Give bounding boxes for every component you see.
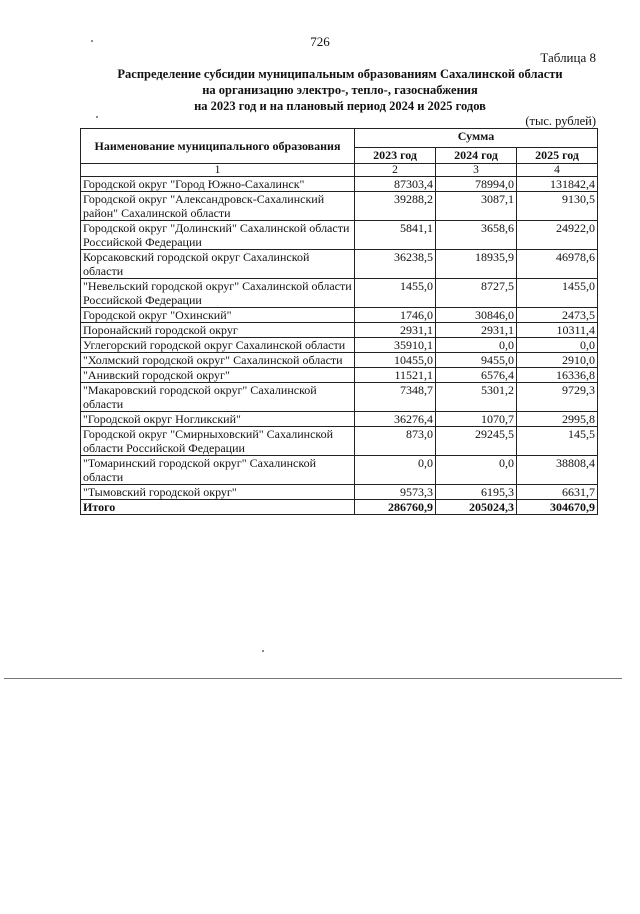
value-2024-cell: 29245,5 — [436, 427, 517, 456]
value-2024-cell: 1070,7 — [436, 412, 517, 427]
municipality-name-cell: "Макаровский городской округ" Сахалинской области — [81, 383, 355, 412]
value-2025-cell: 0,0 — [517, 338, 598, 353]
value-2025-cell: 145,5 — [517, 427, 598, 456]
value-2025-cell: 304670,9 — [517, 500, 598, 515]
municipality-name-cell: "Невельский городской округ" Сахалинской области Российской Федерации — [81, 279, 355, 308]
value-2025-cell: 46978,6 — [517, 250, 598, 279]
column-header-2025: 2025 год — [517, 148, 598, 164]
value-2023-cell: 1746,0 — [355, 308, 436, 323]
value-2023-cell: 873,0 — [355, 427, 436, 456]
municipality-name-cell: Городской округ "Долинский" Сахалинской области Российской Федерации — [81, 221, 355, 250]
value-2025-cell: 9130,5 — [517, 192, 598, 221]
value-2023-cell: 286760,9 — [355, 500, 436, 515]
column-header-name: Наименование муниципального образования — [81, 129, 355, 164]
table-row — [81, 368, 598, 383]
table-row — [81, 279, 598, 308]
column-header-2023: 2023 год — [355, 148, 436, 164]
document-heading — [60, 66, 620, 114]
value-2025-cell: 2995,8 — [517, 412, 598, 427]
value-2023-cell: 35910,1 — [355, 338, 436, 353]
table-row — [81, 323, 598, 338]
municipality-name-cell: Корсаковский городской округ Сахалинской области — [81, 250, 355, 279]
value-2025-cell: 6631,7 — [517, 485, 598, 500]
index-row — [81, 164, 598, 177]
value-2025-cell: 10311,4 — [517, 323, 598, 338]
value-2024-cell: 0,0 — [436, 338, 517, 353]
value-2025-cell: 2473,5 — [517, 308, 598, 323]
value-2024-cell: 6195,3 — [436, 485, 517, 500]
value-2025-cell: 2910,0 — [517, 353, 598, 368]
table-row — [81, 308, 598, 323]
value-2025-cell: 1455,0 — [517, 279, 598, 308]
value-2023-cell: 5841,1 — [355, 221, 436, 250]
municipality-name-cell: Городской округ "Александровск-Сахалинский район" Сахалинской области — [81, 192, 355, 221]
table-row — [81, 192, 598, 221]
municipality-name-cell: Городской округ "Город Южно-Сахалинск" — [81, 177, 355, 192]
value-2023-cell: 36238,5 — [355, 250, 436, 279]
table-row — [81, 456, 598, 485]
value-2024-cell: 3087,1 — [436, 192, 517, 221]
municipality-name-cell: "Тымовский городской округ" — [81, 485, 355, 500]
heading-line-2: на организацию электро-, тепло-, газоснабжения — [202, 83, 478, 97]
municipality-name-cell: "Холмский городской округ" Сахалинской области — [81, 353, 355, 368]
heading-line-1: Распределение субсидии муниципальным образованиям Сахалинской области — [117, 67, 563, 81]
index-cell: 1 — [81, 164, 355, 177]
value-2023-cell: 10455,0 — [355, 353, 436, 368]
table-row — [81, 412, 598, 427]
scan-speck — [91, 40, 93, 42]
value-2024-cell: 30846,0 — [436, 308, 517, 323]
value-2023-cell: 2931,1 — [355, 323, 436, 338]
value-2023-cell: 39288,2 — [355, 192, 436, 221]
value-2025-cell: 24922,0 — [517, 221, 598, 250]
value-2023-cell: 36276,4 — [355, 412, 436, 427]
municipality-name-cell: Итого — [81, 500, 355, 515]
table-row — [81, 485, 598, 500]
table-row — [81, 177, 598, 192]
value-2023-cell: 9573,3 — [355, 485, 436, 500]
heading-line-3: на 2023 год и на плановый период 2024 и 2025 годов — [194, 99, 486, 113]
value-2025-cell: 16336,8 — [517, 368, 598, 383]
value-2024-cell: 205024,3 — [436, 500, 517, 515]
table-label: Таблица 8 — [540, 50, 596, 65]
municipality-name-cell: "Томаринский городской округ" Сахалинской области — [81, 456, 355, 485]
value-2024-cell: 78994,0 — [436, 177, 517, 192]
table-row — [81, 221, 598, 250]
value-2023-cell: 0,0 — [355, 456, 436, 485]
municipality-name-cell: Углегорский городской округ Сахалинской области — [81, 338, 355, 353]
index-cell: 4 — [517, 164, 598, 177]
value-2024-cell: 3658,6 — [436, 221, 517, 250]
table-row — [81, 427, 598, 456]
table-row — [81, 353, 598, 368]
subsidy-table — [80, 128, 598, 515]
municipality-name-cell: "Городской округ Ногликский" — [81, 412, 355, 427]
value-2023-cell: 1455,0 — [355, 279, 436, 308]
value-2024-cell: 9455,0 — [436, 353, 517, 368]
scan-edge-line — [4, 678, 622, 679]
table-row — [81, 338, 598, 353]
municipality-name-cell: "Анивский городской округ" — [81, 368, 355, 383]
value-2025-cell: 131842,4 — [517, 177, 598, 192]
page-number: 726 — [310, 34, 330, 49]
value-2024-cell: 6576,4 — [436, 368, 517, 383]
scan-speck — [262, 650, 264, 652]
table-row — [81, 250, 598, 279]
value-2024-cell: 5301,2 — [436, 383, 517, 412]
municipality-name-cell: Поронайский городской округ — [81, 323, 355, 338]
value-2023-cell: 7348,7 — [355, 383, 436, 412]
table-body — [81, 164, 598, 515]
municipality-name-cell: Городской округ "Смирныховский" Сахалинской области Российской Федерации — [81, 427, 355, 456]
value-2024-cell: 8727,5 — [436, 279, 517, 308]
value-2023-cell: 87303,4 — [355, 177, 436, 192]
units-label: (тыс. рублей) — [525, 114, 596, 128]
column-header-2024: 2024 год — [436, 148, 517, 164]
value-2025-cell: 38808,4 — [517, 456, 598, 485]
index-cell: 2 — [355, 164, 436, 177]
table-row — [81, 383, 598, 412]
value-2025-cell: 9729,3 — [517, 383, 598, 412]
value-2024-cell: 0,0 — [436, 456, 517, 485]
value-2024-cell: 2931,1 — [436, 323, 517, 338]
value-2024-cell: 18935,9 — [436, 250, 517, 279]
index-cell: 3 — [436, 164, 517, 177]
column-header-sum: Сумма — [355, 129, 598, 148]
scan-speck — [96, 116, 98, 118]
municipality-name-cell: Городской округ "Охинский" — [81, 308, 355, 323]
total-row — [81, 500, 598, 515]
value-2023-cell: 11521,1 — [355, 368, 436, 383]
